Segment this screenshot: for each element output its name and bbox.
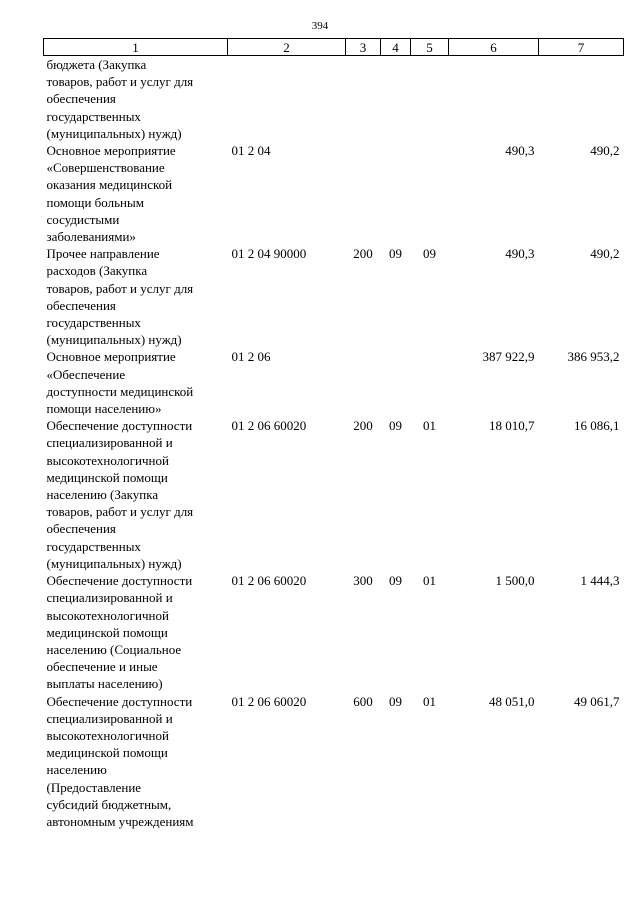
table-header-row (44, 39, 624, 56)
column-header-2: 2 (228, 39, 346, 56)
table-row (44, 417, 624, 572)
row-rz: 09 (389, 418, 402, 434)
row-sum-2 (539, 56, 624, 143)
row-sum-1: 490,3 (505, 143, 535, 159)
row-rz (381, 142, 411, 245)
row-code: 01 2 04 (231, 143, 271, 159)
row-sum-1 (449, 56, 539, 143)
table-row (44, 348, 624, 417)
row-pr (411, 348, 449, 417)
row-code: 01 2 06 60020 (231, 418, 307, 434)
row-sum-1: 387 922,9 (482, 349, 535, 365)
row-kvr: 200 (353, 246, 373, 262)
row-kvr: 600 (353, 693, 373, 709)
row-code: 01 2 06 60020 (231, 573, 307, 589)
row-pr: 01 (423, 573, 436, 589)
table-row (44, 56, 624, 143)
row-kvr (346, 142, 381, 245)
row-sum-1: 48 051,0 (489, 693, 535, 709)
row-name: Основное мероприятие «Обеспечение доступности медицинской помощи населению» (46, 349, 194, 417)
row-code (228, 56, 346, 143)
row-pr: 01 (423, 418, 436, 434)
page-number: 394 (311, 20, 329, 32)
column-header-4: 4 (381, 39, 411, 56)
row-rz: 09 (389, 246, 402, 262)
column-header-7: 7 (539, 39, 624, 56)
column-header-5: 5 (411, 39, 449, 56)
row-pr: 01 (423, 693, 436, 709)
row-code: 01 2 06 60020 (231, 693, 307, 709)
row-kvr: 200 (353, 418, 373, 434)
row-kvr (346, 56, 381, 143)
row-rz: 09 (389, 693, 402, 709)
column-header-6: 6 (449, 39, 539, 56)
row-name: бюджета (Закупка товаров, работ и услуг для обеспечения государственных (муниципальных) нужд) (46, 57, 194, 141)
row-rz (381, 348, 411, 417)
row-rz (381, 56, 411, 143)
row-name: Обеспечение доступности специализированной и высокотехнологичной медицинской помощи населению (Закупка товаров, работ и услуг для обеспечения государственных (муниципальных) нужд) (46, 418, 194, 571)
column-header-1: 1 (44, 39, 228, 56)
row-rz: 09 (389, 573, 402, 589)
row-sum-2: 49 061,7 (574, 693, 620, 709)
budget-table (43, 38, 624, 830)
table-row (44, 142, 624, 245)
row-sum-2: 490,2 (590, 143, 620, 159)
row-sum-1: 18 010,7 (489, 418, 535, 434)
row-sum-1: 1 500,0 (495, 573, 535, 589)
row-kvr: 300 (353, 573, 373, 589)
row-pr: 09 (423, 246, 436, 262)
row-code: 01 2 04 90000 (231, 246, 307, 262)
row-sum-2: 386 953,2 (567, 349, 620, 365)
row-sum-1: 490,3 (505, 246, 535, 262)
column-header-3: 3 (346, 39, 381, 56)
row-name: Основное мероприятие «Совершенствование оказания медицинской помощи больным сосудистыми заболеваниями» (46, 143, 176, 245)
table-row (44, 693, 624, 831)
table-row (44, 572, 624, 692)
row-sum-2: 1 444,3 (580, 573, 620, 589)
row-sum-2: 16 086,1 (574, 418, 620, 434)
row-name: Обеспечение доступности специализированной и высокотехнологичной медицинской помощи населению (Предоставление субсидий бюджетным, автономным учреждениям (46, 693, 194, 829)
row-pr (411, 56, 449, 143)
row-sum-2: 490,2 (590, 246, 620, 262)
row-pr (411, 142, 449, 245)
row-kvr (346, 348, 381, 417)
row-name: Прочее направление расходов (Закупка товаров, работ и услуг для обеспечения государственных (муниципальных) нужд) (46, 246, 194, 348)
row-code: 01 2 06 (231, 349, 271, 365)
row-name: Обеспечение доступности специализированной и высокотехнологичной медицинской помощи населению (Социальное обеспечение и иные выплаты населению) (46, 573, 193, 692)
table-row (44, 245, 624, 348)
